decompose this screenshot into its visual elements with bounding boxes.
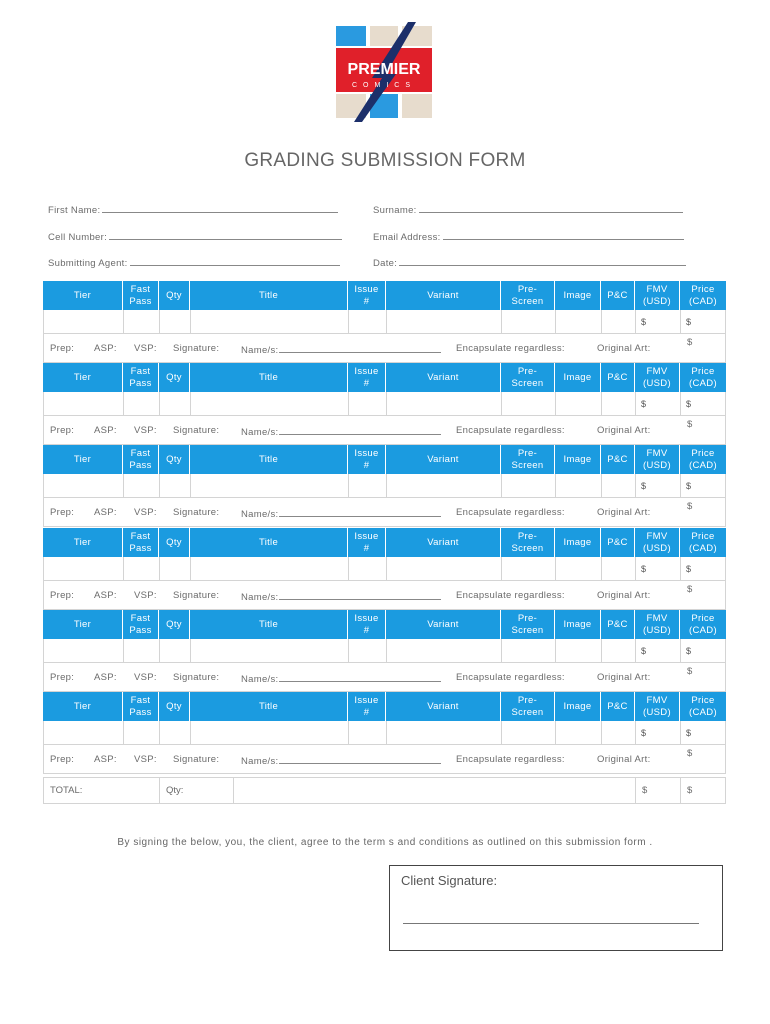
total-spacer [234, 778, 636, 803]
signature-label[interactable]: Signature: [173, 507, 220, 518]
col-pc: P&C [601, 445, 635, 474]
encapsulate-label[interactable]: Encapsulate regardless: [456, 672, 565, 683]
issue-cell[interactable] [349, 310, 387, 333]
submitting-agent-line[interactable] [130, 256, 340, 266]
vsp-label[interactable]: VSP: [134, 507, 157, 518]
issue-cell[interactable] [349, 639, 387, 662]
col-pre-screen: Pre- Screen [501, 445, 555, 474]
table-header [43, 281, 726, 310]
cell-number-line[interactable] [109, 230, 342, 240]
col-fast-pass: Fast Pass [123, 281, 159, 310]
names-label: Name/s: [241, 674, 279, 685]
tier-cell[interactable] [44, 721, 124, 744]
surname-field[interactable] [373, 203, 683, 216]
table-header [43, 692, 726, 721]
col-qty: Qty [159, 528, 190, 557]
col-fmv: FMV (USD) [635, 610, 680, 639]
col-issue: Issue # [348, 281, 386, 310]
col-issue: Issue # [348, 610, 386, 639]
col-pc: P&C [601, 610, 635, 639]
prep-label[interactable]: Prep: [50, 425, 75, 436]
prep-label[interactable]: Prep: [50, 343, 75, 354]
asp-label[interactable]: ASP: [94, 507, 117, 518]
submitting-agent-label: Submitting Agent: [48, 258, 128, 269]
signature-label[interactable]: Signature: [173, 754, 220, 765]
variant-cell[interactable] [387, 310, 502, 333]
prep-label[interactable]: Prep: [50, 507, 75, 518]
first-name-field[interactable] [48, 203, 338, 216]
pc-cell[interactable] [602, 721, 636, 744]
names-line[interactable] [279, 343, 441, 353]
col-price: Price (CAD) [689, 694, 717, 718]
variant-cell[interactable] [387, 557, 502, 580]
table-row [43, 310, 726, 334]
tier-cell[interactable] [44, 557, 124, 580]
fmv-cell[interactable]: $ [636, 474, 681, 497]
col-issue: Issue # [348, 445, 386, 474]
qty-cell[interactable] [160, 310, 191, 333]
date-line[interactable] [399, 256, 686, 266]
surname-line[interactable] [419, 203, 683, 213]
first-name-line[interactable] [102, 203, 338, 213]
col-pc: P&C [601, 528, 635, 557]
total-price[interactable]: $ [687, 785, 693, 796]
image-cell[interactable] [556, 639, 602, 662]
asp-label[interactable]: ASP: [94, 590, 117, 601]
date-field[interactable] [373, 256, 686, 269]
table-row [43, 474, 726, 498]
asp-label[interactable]: ASP: [94, 672, 117, 683]
encapsulate-label[interactable]: Encapsulate regardless: [456, 425, 565, 436]
qty-cell[interactable] [160, 392, 191, 415]
col-qty: Qty [159, 610, 190, 639]
total-qty[interactable]: Qty: [160, 778, 234, 803]
col-fast-pass: Fast Pass [123, 692, 159, 721]
issue-cell[interactable] [349, 721, 387, 744]
signature-label[interactable]: Signature: [173, 343, 220, 354]
title-cell[interactable] [191, 557, 349, 580]
form-title: GRADING SUBMISSION FORM [244, 150, 526, 171]
col-fast-pass: Fast Pass [123, 528, 159, 557]
names-line[interactable] [279, 425, 441, 435]
col-fast-pass: Fast Pass [123, 610, 159, 639]
names-line[interactable] [279, 754, 441, 764]
first-name-label: First Name: [48, 205, 101, 216]
prep-dollar: $ [687, 666, 693, 677]
col-variant: Variant [386, 528, 501, 557]
col-variant: Variant [386, 692, 501, 721]
asp-label[interactable]: ASP: [94, 425, 117, 436]
col-title: Title [190, 692, 348, 721]
issue-cell[interactable] [349, 557, 387, 580]
fast-pass-cell[interactable] [124, 474, 160, 497]
original-art-label[interactable]: Original Art: [597, 672, 651, 683]
col-image: Image [555, 528, 601, 557]
prep-row [43, 581, 726, 610]
tier-cell[interactable] [44, 474, 124, 497]
prep-dollar: $ [687, 337, 693, 348]
asp-label[interactable]: ASP: [94, 754, 117, 765]
email-label: Email Address: [373, 232, 441, 243]
col-image: Image [555, 610, 601, 639]
prep-row [43, 745, 726, 774]
table-header [43, 363, 726, 392]
names-label: Name/s: [241, 592, 279, 603]
issue-cell[interactable] [349, 392, 387, 415]
col-variant: Variant [386, 610, 501, 639]
client-signature-label: Client Signature: [401, 873, 498, 888]
original-art-label[interactable]: Original Art: [597, 754, 651, 765]
col-image: Image [555, 281, 601, 310]
col-tier: Tier [43, 528, 123, 557]
submitting-agent-field[interactable] [48, 256, 340, 269]
prep-dollar: $ [687, 419, 693, 430]
col-title: Title [190, 281, 348, 310]
variant-cell[interactable] [387, 392, 502, 415]
pre-screen-cell[interactable] [502, 474, 556, 497]
issue-cell[interactable] [349, 474, 387, 497]
prep-row [43, 334, 726, 363]
fmv-cell[interactable]: $ [636, 721, 681, 744]
col-price: Price (CAD) [689, 365, 717, 389]
pre-screen-cell[interactable] [502, 721, 556, 744]
encapsulate-label[interactable]: Encapsulate regardless: [456, 590, 565, 601]
col-price: Price (CAD) [689, 447, 717, 471]
vsp-label[interactable]: VSP: [134, 343, 157, 354]
col-tier: Tier [43, 363, 123, 392]
names-field[interactable] [241, 590, 441, 603]
variant-cell[interactable] [387, 721, 502, 744]
total-label: TOTAL: [44, 778, 160, 803]
names-line[interactable] [279, 590, 441, 600]
table-row [43, 557, 726, 581]
pc-cell[interactable] [602, 557, 636, 580]
names-line[interactable] [279, 672, 441, 682]
image-cell[interactable] [556, 310, 602, 333]
prep-dollar: $ [687, 584, 693, 595]
col-image: Image [555, 363, 601, 392]
col-qty: Qty [159, 281, 190, 310]
image-cell[interactable] [556, 392, 602, 415]
price-cell[interactable]: $ [686, 563, 692, 574]
col-tier: Tier [43, 281, 123, 310]
table-header [43, 610, 726, 639]
original-art-label[interactable]: Original Art: [597, 590, 651, 601]
fmv-cell[interactable]: $ [636, 310, 681, 333]
prep-label[interactable]: Prep: [50, 590, 75, 601]
asp-label[interactable]: ASP: [94, 343, 117, 354]
fast-pass-cell[interactable] [124, 721, 160, 744]
encapsulate-label[interactable]: Encapsulate regardless: [456, 507, 565, 518]
title-cell[interactable] [191, 310, 349, 333]
tier-cell[interactable] [44, 310, 124, 333]
signature-label[interactable]: Signature: [173, 590, 220, 601]
pre-screen-cell[interactable] [502, 557, 556, 580]
col-image: Image [555, 445, 601, 474]
prep-row [43, 498, 726, 527]
qty-cell[interactable] [160, 721, 191, 744]
price-cell[interactable]: $ [686, 645, 692, 656]
email-field[interactable] [373, 230, 684, 243]
pre-screen-cell[interactable] [502, 639, 556, 662]
fast-pass-cell[interactable] [124, 639, 160, 662]
names-field[interactable] [241, 425, 441, 438]
encapsulate-label[interactable]: Encapsulate regardless: [456, 754, 565, 765]
col-title: Title [190, 445, 348, 474]
col-price: Price (CAD) [689, 612, 717, 636]
col-fmv: FMV (USD) [635, 445, 680, 474]
col-fmv: FMV (USD) [635, 281, 680, 310]
names-field[interactable] [241, 507, 441, 520]
names-label: Name/s: [241, 509, 279, 520]
prep-dollar: $ [687, 501, 693, 512]
fast-pass-cell[interactable] [124, 392, 160, 415]
names-field[interactable] [241, 672, 441, 685]
surname-label: Surname: [373, 205, 417, 216]
col-pre-screen: Pre- Screen [501, 610, 555, 639]
vsp-label[interactable]: VSP: [134, 425, 157, 436]
cell-number-field[interactable] [48, 230, 342, 243]
col-price: Price (CAD) [689, 530, 717, 554]
variant-cell[interactable] [387, 474, 502, 497]
col-pc: P&C [601, 363, 635, 392]
price-cell[interactable]: $ [686, 316, 692, 327]
col-pc: P&C [601, 692, 635, 721]
col-qty: Qty [159, 445, 190, 474]
col-title: Title [190, 363, 348, 392]
signature-label[interactable]: Signature: [173, 672, 220, 683]
vsp-label[interactable]: VSP: [134, 672, 157, 683]
original-art-label[interactable]: Original Art: [597, 507, 651, 518]
image-cell[interactable] [556, 474, 602, 497]
fast-pass-cell[interactable] [124, 557, 160, 580]
names-label: Name/s: [241, 756, 279, 767]
price-cell[interactable]: $ [686, 727, 692, 738]
table-row [43, 392, 726, 416]
logo-main-text: PREMIER [347, 61, 421, 78]
col-variant: Variant [386, 445, 501, 474]
title-cell[interactable] [191, 639, 349, 662]
table-row [43, 721, 726, 745]
image-cell[interactable] [556, 721, 602, 744]
date-label: Date: [373, 258, 398, 269]
qty-cell[interactable] [160, 639, 191, 662]
col-qty: Qty [159, 692, 190, 721]
title-cell[interactable] [191, 721, 349, 744]
pc-cell[interactable] [602, 639, 636, 662]
tier-cell[interactable] [44, 639, 124, 662]
pc-cell[interactable] [602, 310, 636, 333]
names-line[interactable] [279, 507, 441, 517]
col-fmv: FMV (USD) [635, 528, 680, 557]
qty-cell[interactable] [160, 557, 191, 580]
title-cell[interactable] [191, 392, 349, 415]
col-title: Title [190, 610, 348, 639]
col-tier: Tier [43, 610, 123, 639]
fmv-cell[interactable]: $ [636, 557, 681, 580]
col-fmv: FMV (USD) [635, 363, 680, 392]
names-field[interactable] [241, 754, 441, 767]
client-signature-box[interactable] [389, 865, 723, 951]
col-qty: Qty [159, 363, 190, 392]
table-header [43, 445, 726, 474]
fmv-cell[interactable]: $ [636, 392, 681, 415]
total-row [43, 777, 726, 804]
premier-comics-logo [332, 22, 436, 122]
prep-label[interactable]: Prep: [50, 754, 75, 765]
price-cell[interactable]: $ [686, 480, 692, 491]
variant-cell[interactable] [387, 639, 502, 662]
client-signature-line[interactable] [403, 923, 699, 924]
vsp-label[interactable]: VSP: [134, 590, 157, 601]
tier-cell[interactable] [44, 392, 124, 415]
pc-cell[interactable] [602, 474, 636, 497]
prep-row [43, 663, 726, 692]
col-pre-screen: Pre- Screen [501, 281, 555, 310]
pre-screen-cell[interactable] [502, 392, 556, 415]
price-cell[interactable]: $ [686, 398, 692, 409]
prep-label[interactable]: Prep: [50, 672, 75, 683]
vsp-label[interactable]: VSP: [134, 754, 157, 765]
col-issue: Issue # [348, 528, 386, 557]
col-fast-pass: Fast Pass [123, 363, 159, 392]
logo-sub-text: COMICS [352, 82, 416, 89]
col-image: Image [555, 692, 601, 721]
title-cell[interactable] [191, 474, 349, 497]
col-variant: Variant [386, 281, 501, 310]
email-line[interactable] [443, 230, 684, 240]
col-issue: Issue # [348, 692, 386, 721]
image-cell[interactable] [556, 557, 602, 580]
col-title: Title [190, 528, 348, 557]
names-label: Name/s: [241, 345, 279, 356]
cell-number-label: Cell Number: [48, 232, 108, 243]
col-pre-screen: Pre- Screen [501, 692, 555, 721]
col-pc: P&C [601, 281, 635, 310]
pc-cell[interactable] [602, 392, 636, 415]
prep-dollar: $ [687, 748, 693, 759]
fmv-cell[interactable]: $ [636, 639, 681, 662]
col-price: Price (CAD) [689, 283, 717, 307]
pre-screen-cell[interactable] [502, 310, 556, 333]
terms-statement: By signing the below, you, the client, agree to the term s and conditions as outlined on this submission form . [117, 837, 653, 848]
col-fmv: FMV (USD) [635, 692, 680, 721]
col-pre-screen: Pre- Screen [501, 363, 555, 392]
fast-pass-cell[interactable] [124, 310, 160, 333]
col-variant: Variant [386, 363, 501, 392]
names-field[interactable] [241, 343, 441, 356]
prep-row [43, 416, 726, 445]
col-tier: Tier [43, 445, 123, 474]
original-art-label[interactable]: Original Art: [597, 425, 651, 436]
names-label: Name/s: [241, 427, 279, 438]
col-tier: Tier [43, 692, 123, 721]
col-issue: Issue # [348, 363, 386, 392]
original-art-label[interactable]: Original Art: [597, 343, 651, 354]
total-fmv[interactable]: $ [636, 778, 681, 803]
table-row [43, 639, 726, 663]
qty-cell[interactable] [160, 474, 191, 497]
table-header [43, 528, 726, 557]
signature-label[interactable]: Signature: [173, 425, 220, 436]
encapsulate-label[interactable]: Encapsulate regardless: [456, 343, 565, 354]
col-pre-screen: Pre- Screen [501, 528, 555, 557]
col-fast-pass: Fast Pass [123, 445, 159, 474]
